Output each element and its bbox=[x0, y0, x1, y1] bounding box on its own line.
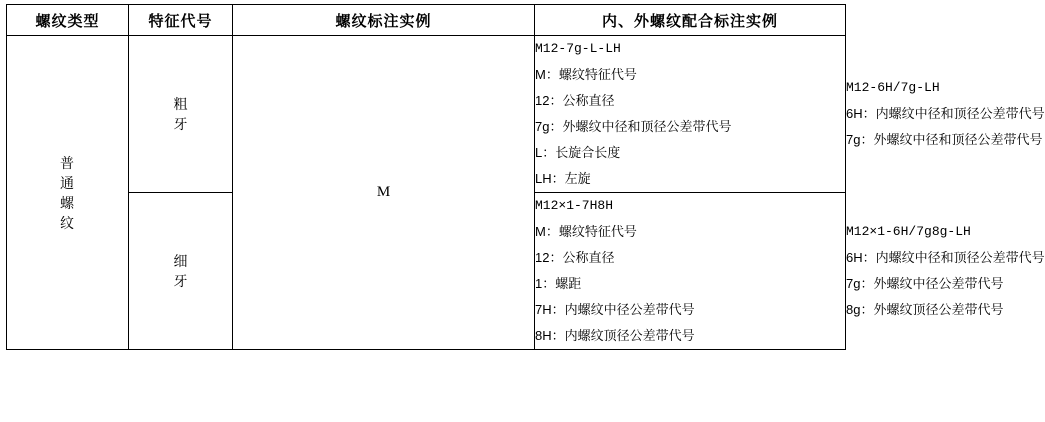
table-header bbox=[7, 5, 846, 36]
category-label: 普通螺纹 bbox=[60, 154, 75, 231]
example-line: L：长旋合长度 bbox=[535, 145, 621, 160]
category-cell bbox=[7, 36, 129, 350]
subtype-cell-fine bbox=[129, 193, 233, 350]
example-line: 12：公称直径 bbox=[535, 250, 615, 265]
header-marking-example: 螺纹标注实例 bbox=[233, 5, 535, 36]
example-line: M：螺纹特征代号 bbox=[535, 224, 637, 239]
example-line: M：螺纹特征代号 bbox=[535, 67, 637, 82]
thread-marking-table bbox=[6, 4, 1045, 350]
example-line: M12×1-7H8H bbox=[535, 198, 614, 213]
example-line: 12：公称直径 bbox=[535, 93, 615, 108]
header-fit-marking-example: 内、外螺纹配合标注实例 bbox=[535, 5, 846, 36]
marking-example-cell-coarse bbox=[535, 36, 846, 193]
subtype-cell-coarse bbox=[129, 36, 233, 193]
subtype-label: 粗牙 bbox=[173, 96, 188, 132]
marking-example-cell-fine bbox=[535, 193, 846, 350]
example-line: 7H：内螺纹中径公差带代号 bbox=[535, 302, 695, 317]
example-line: M12-7g-L-LH bbox=[535, 41, 621, 56]
header-feature-code: 特征代号 bbox=[129, 5, 233, 36]
header-thread-type: 螺纹类型 bbox=[7, 5, 129, 36]
table-row: 普通螺纹 粗牙 M M12-7g-L-LH M：螺纹特征代号 12：公称直径 7g：外螺纹中径和顶径公差带代号 L：长旋合长度 LH：左旋 M12-6H/7g-LH 6H：内螺纹中径和顶径公差带代号 7g：外螺纹中径和顶径公差带代号 bbox=[7, 36, 846, 193]
table-body bbox=[7, 36, 1045, 350]
table-row: 细牙 M12×1-7H8H M：螺纹特征代号 12：公称直径 1：螺距 7H：内螺纹中径公差带代号 8H：内螺纹顶径公差带代号 M12×1-6H/7g8g-LH 6H：内螺纹中径和顶径公差带代号 7g：外螺纹中径公差带代号 8g：外螺纹顶径公差带代号 bbox=[7, 193, 846, 350]
example-line: 8H：内螺纹顶径公差带代号 bbox=[535, 328, 695, 343]
example-line: 1：螺距 bbox=[535, 276, 582, 291]
subtype-label: 细牙 bbox=[173, 253, 188, 289]
header-row bbox=[7, 5, 846, 36]
example-line: LH：左旋 bbox=[535, 171, 591, 186]
example-line: 7g：外螺纹中径和顶径公差带代号 bbox=[535, 119, 732, 134]
feature-code-cell: M bbox=[233, 36, 535, 350]
